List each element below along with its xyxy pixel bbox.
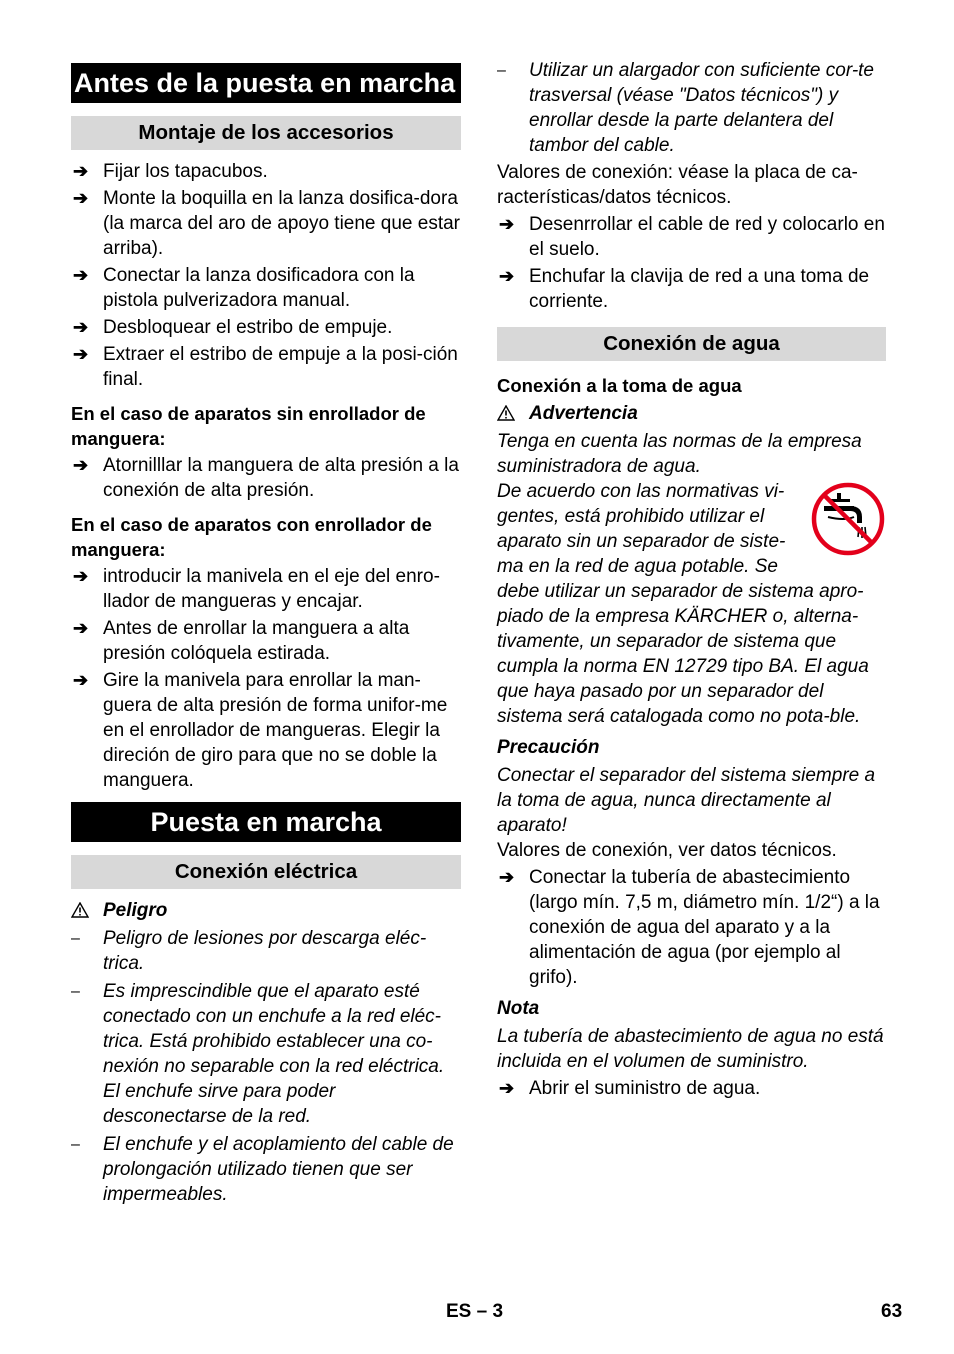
warning-triangle-icon bbox=[497, 405, 515, 421]
label-precaucion: Precaución bbox=[497, 737, 600, 758]
list-item: – Utilizar un alargador con suficiente cor-te trasversal (véase "Datos técnicos") y enrollar desde la parte delantera del tambor del cable. bbox=[497, 60, 874, 156]
warning-peligro: Peligro bbox=[71, 898, 461, 923]
no-potable-water-icon bbox=[810, 481, 886, 557]
dash-icon: – bbox=[497, 62, 506, 79]
arrow-right-icon: ➔ bbox=[73, 618, 89, 638]
paragraph-valores-conexion: Valores de conexión: véase la placa de ca-racterísticas/datos técnicos. bbox=[497, 162, 858, 208]
list-item: – Es imprescindible que el aparato esté conectado con un enchufe a la red eléc-trica. Está prohibido establecer una co-nexión no separable con la red eléctrica. El enchufe sirve para poder desconectarse de la red. bbox=[71, 981, 445, 1127]
list-item: ➔ Antes de enrollar la manguera a alta presión colóquela estirada. bbox=[73, 618, 410, 664]
arrow-right-icon: ➔ bbox=[499, 266, 515, 286]
arrow-right-icon: ➔ bbox=[73, 161, 89, 181]
list-item: ➔ Conectar la tubería de abastecimiento (largo mín. 7,5 m, diámetro mín. 1/2“) a la conexión de agua del aparato y a la alimentación de agua (por ejemplo al grifo). bbox=[499, 867, 880, 988]
arrow-right-icon: ➔ bbox=[73, 265, 89, 285]
list-item: ➔ Abrir el suministro de agua. bbox=[499, 1078, 761, 1099]
arrow-right-icon: ➔ bbox=[499, 1078, 515, 1098]
paragraph-advertencia-2: De acuerdo con las normativas vi-gentes, está prohibido utilizar el aparato sin un separador de siste-ma en la red de agua potable. Se debe utilizar un separador de sistema apro-piado de la empresa KÄRCHER o, alterna-tivamente, un separador de sistema que cumpla la norma EN 12729 tipo BA. El agua que haya pasado por un separador del sistema será catalogada como no pota-ble. bbox=[497, 481, 869, 727]
paragraph-nota: La tubería de abastecimiento de agua no está incluida en el volumen de suministro. bbox=[497, 1026, 884, 1072]
section-conexion-agua: Conexión de agua bbox=[497, 327, 886, 361]
list-item: ➔ Gire la manivela para enrollar la man-guera de alta presión de forma unifor-me en el enrollador de mangueras. Elegir la direción de giro para que no se doble la manguera. bbox=[73, 670, 448, 791]
arrow-right-icon: ➔ bbox=[73, 317, 89, 337]
dash-icon: – bbox=[71, 930, 80, 947]
paragraph-advertencia-1: Tenga en cuenta las normas de la empresa suministradora de agua. bbox=[497, 431, 862, 477]
list-item: – Peligro de lesiones por descarga eléc-trica. bbox=[71, 928, 427, 974]
footer-page-number: 63 bbox=[881, 1301, 903, 1322]
paragraph-valores-conexion-2: Valores de conexión, ver datos técnicos. bbox=[497, 840, 837, 861]
list-item: ➔ Conectar la lanza dosificadora con la pistola pulverizadora manual. bbox=[73, 265, 415, 311]
warning-advertencia: Advertencia bbox=[497, 401, 886, 426]
dash-icon: – bbox=[71, 983, 80, 1000]
list-item: ➔ Enchufar la clavija de red a una toma de corriente. bbox=[499, 266, 870, 312]
subheading-sin-enrollador: En el caso de aparatos sin enrollador de manguera: bbox=[71, 403, 426, 449]
paragraph-precaucion: Conectar el separador del sistema siempre a la toma de agua, nunca directamente al aparato! bbox=[497, 765, 876, 836]
section-conexion-electrica: Conexión eléctrica bbox=[71, 855, 461, 889]
list-item: ➔ Extraer el estribo de empuje a la posi-ción final. bbox=[73, 344, 458, 390]
heading-antes-puesta-en-marcha: Antes de la puesta en marcha bbox=[71, 63, 461, 103]
subheading-con-enrollador: En el caso de aparatos con enrollador de manguera: bbox=[71, 514, 432, 560]
list-item: – El enchufe y el acoplamiento del cable de prolongación utilizado tienen que ser impermeables. bbox=[71, 1134, 454, 1205]
list-item: ➔ introducir la manivela en el eje del enro-llador de mangueras y encajar. bbox=[73, 566, 440, 612]
dash-icon: – bbox=[71, 1136, 80, 1153]
list-item: ➔ Desenrrollar el cable de red y colocarlo en el suelo. bbox=[499, 214, 885, 260]
list-item: ➔ Desbloquear el estribo de empuje. bbox=[73, 317, 393, 338]
section-montaje-accesorios: Montaje de los accesorios bbox=[71, 116, 461, 150]
arrow-right-icon: ➔ bbox=[499, 214, 515, 234]
warning-triangle-icon bbox=[71, 902, 89, 918]
list-item: ➔ Atornilllar la manguera de alta presión a la conexión de alta presión. bbox=[73, 455, 459, 501]
arrow-right-icon: ➔ bbox=[499, 867, 515, 887]
arrow-right-icon: ➔ bbox=[73, 188, 89, 208]
list-item: ➔ Monte la boquilla en la lanza dosifica-dora (la marca del aro de apoyo tiene que estar arriba). bbox=[73, 188, 460, 259]
arrow-right-icon: ➔ bbox=[73, 670, 89, 690]
heading-puesta-en-marcha: Puesta en marcha bbox=[71, 802, 461, 842]
subheading-toma-agua: Conexión a la toma de agua bbox=[497, 375, 742, 396]
right-column bbox=[497, 58, 886, 1101]
label-nota: Nota bbox=[497, 998, 540, 1019]
left-column bbox=[71, 58, 461, 1207]
footer-language-page: ES – 3 bbox=[446, 1301, 504, 1322]
arrow-right-icon: ➔ bbox=[73, 455, 89, 475]
list-item: ➔ Fijar los tapacubos. bbox=[73, 161, 268, 182]
advertencia-block bbox=[497, 479, 886, 729]
arrow-right-icon: ➔ bbox=[73, 566, 89, 586]
arrow-right-icon: ➔ bbox=[73, 344, 89, 364]
